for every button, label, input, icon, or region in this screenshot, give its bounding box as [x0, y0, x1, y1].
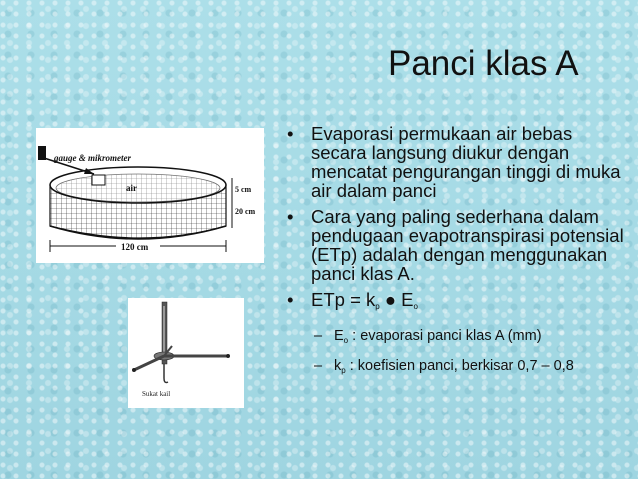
hook-caption: Sukat kail: [142, 390, 171, 398]
slide-title: Panci klas A: [388, 44, 579, 83]
evaporation-pan-figure: [36, 128, 264, 263]
equation-bullet: [283, 290, 628, 379]
definition-text: : evaporasi panci klas A (mm): [348, 328, 542, 344]
bullet-dot: •: [287, 289, 294, 310]
dim-5cm: 5 cm: [235, 185, 252, 194]
definition-dash: –: [314, 328, 323, 344]
air-label: air: [126, 183, 137, 193]
dim-120cm: 120 cm: [121, 242, 149, 252]
bullet-list: [283, 124, 628, 389]
definition-subscript: o: [343, 336, 349, 345]
definition-list: [311, 328, 628, 379]
definition-item: [311, 358, 628, 379]
definition-dash: –: [314, 358, 323, 374]
definition-symbol: k: [334, 358, 342, 374]
dim-20cm: 20 cm: [235, 207, 256, 216]
equation-operator: ● E: [379, 289, 414, 310]
bullet-item: [283, 207, 628, 283]
bullet-text: Cara yang paling sederhana dalam pendugaan evapotranspirasi potensial (ETp) adalah dengan menggunakan panci klas A.: [311, 206, 624, 284]
bullet-text: Evaporasi permukaan air bebas secara langsung diukur dengan mencatat pengurangan tinggi di muka air dalam panci: [311, 123, 621, 201]
definition-symbol: E: [334, 328, 344, 344]
equation-lhs: ETp = k: [311, 289, 376, 310]
gauge-label: gauge & mikrometer: [54, 153, 131, 163]
bullet-item: [283, 124, 628, 200]
hook-gauge-drawing: [128, 298, 244, 408]
equation-lhs-subscript: p: [375, 302, 380, 311]
bullet-dot: •: [287, 123, 294, 144]
hook-gauge-figure: [128, 298, 244, 408]
definition-subscript: p: [341, 366, 346, 375]
bullet-dot: •: [287, 206, 294, 227]
definition-text: : koefisien panci, berkisar 0,7 – 0,8: [345, 358, 574, 374]
definition-item: [311, 328, 628, 349]
evaporation-pan-drawing: [36, 128, 264, 263]
equation-rhs-subscript: o: [413, 302, 418, 311]
